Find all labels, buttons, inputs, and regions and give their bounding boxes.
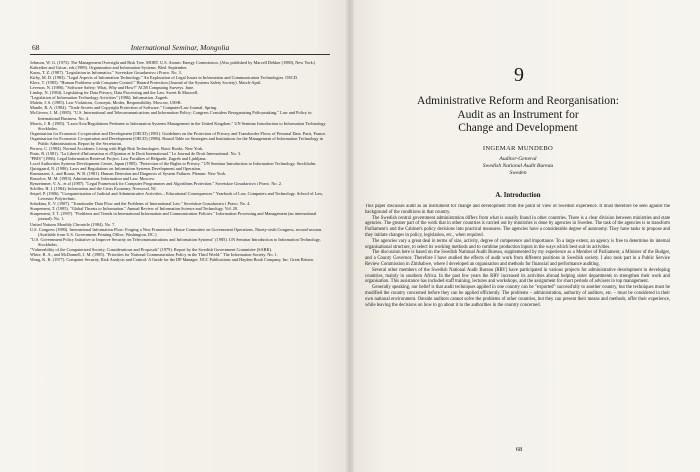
- paragraph: The discussion here is based on the Swedish National Audit Bureau, supplemented by my experience as a Member of Parliament, a Minister of the Budget, and a County Governor. Therefore I have studied the effects of audit work from different positions in Swedish society. I also took part in a Public Service Review Commission in Zimbabwe, where I developed an organisation and methods for financial and performance auditing.: [365, 250, 670, 267]
- reference-entry: Malein, I. S. (1985). Law Violations, Concepts, Modes, Responsibility. Moscow, USSR.: [30, 100, 182, 106]
- reference-entry: Rynzeinmer, V. A., et al (1987). "Legal Framework for Computer Programmes and Algorithms Protection." Sovetskoe Gosudarstvo i Pravo. No. 2.: [30, 181, 282, 187]
- reference-entry: White, R. A., and McDonnell, J. M. (1985). "Priorities for National Communication Policy in the Third World." The Information Society. No. 1.: [30, 251, 278, 257]
- reference-entry: Karas, T. Z. (1987). "Legislation in Informatics." Sovetskoe Gosudarstvo i Pravo. No. 3.: [30, 70, 182, 76]
- reference-entry: Local Authorities Systems Development Centre, Japan (1985). "Protection of the Rights to Privacy." UN Seminar Introduction to Information Technology. Stockholm.: [30, 160, 317, 166]
- reference-entry: "U.S. Government Policy Initiative to Improve Security on Telecommunications and Information Systems" (1985). UN Seminar Introduction to Information Technology. Stockholm.: [30, 236, 321, 247]
- author-name: INGEMAR MUNDEBO: [482, 145, 554, 152]
- affiliation-line: Sweden: [509, 170, 527, 177]
- right-page-folio: 68: [515, 446, 523, 453]
- reference-entry: Organisation for Economic Co-operation and Development (OECD) (1981). Guidelines on the Protection of Privacy and Transborder Flows of Personal Data. Paris, France.: [30, 130, 327, 136]
- author-affiliation: [392, 156, 644, 178]
- reference-entry: United Nations Monthly Chronicle (1984). No. 7.: [30, 221, 116, 227]
- paragraph: This paper discusses audit as an instrument for change and development from the point of view of Swedish experience. It must therefore be seen against the background of the conditions in that country.: [365, 204, 670, 215]
- reference-entry: Mantle, R. A. (1984). "Trade Secrets and Copyright Protection of Software." Computer/Law Journal. Spring.: [30, 105, 218, 111]
- reference-entry: Schiller, H. I. (1984). Information and the Crisis Economy. Norwood, NJ.: [30, 186, 157, 192]
- paragraph: The Swedish central government administration differs from what is usually found in other countries. There is a clear division between ministries and state agencies. The greater part of the work that in other countries is carried out by ministries is done by agencies in Sweden. The task of the agencies is to transform Parliament's and the Cabinet's policy decisions into practical measures. The agencies have a considerable degree of autonomy. They have tasks to propose and they initiate changes in policy, legislation, etc., when required.: [365, 215, 670, 238]
- left-page-number: 68: [32, 43, 40, 52]
- reference-entry: Seipel, P. (1986). "Computerization of Judicial and Administrative Activities – Educational Consequences." Yearbook of Law, Computers and Technology. School of Law, Leicester Polytechnic.: [30, 191, 323, 202]
- affiliation-line: Auditor-General: [499, 156, 537, 162]
- reference-entry: Pinto, R. (1981). "La Liberté d'Information et d'Opinion et le Droit International." Le Journal de Droit International. No. 3.: [30, 150, 242, 156]
- reference-entry: Klerz, T. (1985). "Human Problems with Computer Control." Hazard Protection (Journal of the Systems Safety Society). March-April.: [30, 80, 262, 86]
- paragraph: Generally speaking, our belief is that audit techniques applied in one country can be "exported" successfully to another country, but the techniques must be modified the country concerned before they can be applied efficiently. The problems – administration, authority of auditors, etc. – must be considered in their own national environment. Outside auditors cannot solve the problems of other countries, but they can present their means and methods, offer their experience, while leaving the decisions on how to go about it to the authorities in the country concerned.: [365, 285, 670, 308]
- reference-entry: Sturpement, T. T. (1987). "Problems and Trends in International Information and Communication Policies." Information Processing and Management (an international journal). No. 1.: [30, 211, 317, 222]
- reference-entry: Rassolov, M. M. (1983). Administration, Information and Law. Moscow.: [30, 176, 156, 182]
- reference-entry: "Vulnerability of the Computerized Society, Considerations and Proposals" (1979). Report by the Swedish Government Committee (SARK).: [30, 246, 273, 252]
- reference-entry: McGivern, J. M. (1985). "U.S. International and Telecommunications and Information Policy: Congress Considers Reorganizing Policymaking." Law and Policy in International Business. No. 4.: [30, 110, 312, 121]
- affiliation-line: Swedish National Audit Bureau: [482, 163, 554, 170]
- reference-entry: U.S. Congress (1980). International Information Flow: Forging a New Framework. House Committee on Government Operations. Ninety-sixth Congress, second session. (Available from U.S. Government Printing Office, Washington, DC.): [30, 226, 323, 237]
- body-text: [365, 204, 670, 434]
- chapter-title-line: Administrative Reform and Reorganisation:: [417, 95, 619, 107]
- chapter-number: 9: [514, 64, 524, 86]
- running-title: International Seminar, Mongolia: [130, 43, 230, 52]
- reference-entry: Quistgaard, N. (1986). Laws and Regulations on Information Systems Development and Operation.: [30, 165, 202, 171]
- paragraph: The agencies vary a great deal in terms of size, activity, degree of competence and importance. To a large extent, an agency is free to determine its internal organisational structure, to select its working methods and to combine production inputs in the ways which best suit its activities.: [365, 238, 670, 250]
- section-heading: A. Introduction: [495, 192, 541, 199]
- reference-entry: "Legislation of Information Technology Activities" (1986). Information. Zagreb.: [30, 95, 169, 101]
- reference-entry: Kirby, M. D. (1983). "Legal Aspects of Information Technology." An Exploration of Legal Issues in Information and Communication Technologies. OECD.: [30, 75, 299, 81]
- chapter-title-line: Audit as an Instrument for: [457, 108, 579, 121]
- chapter-title-line: Change and Development: [458, 122, 578, 134]
- reference-entry: Rasmussen, J., and Rouse, W. B. (1981). Human Detection and Diagnosis of System Failures. Plenum. New York.: [30, 171, 227, 177]
- reference-entry: Sturpement, T. (1985). "Global Threats to Information." Annual Review of Information Science and Technology. Vol. 20.: [30, 206, 239, 212]
- chapter-title: [392, 95, 644, 136]
- reference-list: [30, 60, 332, 462]
- reference-entry: Organisation for Economic Co-operation and Development (OECD) (1986). Round Table on Strategies and Institutions for the Management of Information Technology in Public Administration. Report by the Secretariat.: [30, 135, 324, 146]
- header-rule: [30, 54, 330, 55]
- reference-entry: Leveson, N. (1986). "Software Safety: What, Why and How?" ACM Computing Surveys. June.: [30, 85, 195, 91]
- book-gutter: [346, 0, 354, 472]
- reference-entry: Sobakina, E. V. (1987). "Transborder Data Flow and the Problems of International Law." Sovetskoe Gosudarstvo i Pravo. No. 4.: [30, 201, 251, 207]
- reference-entry: Lindop, N. (1984). Legislating for Data Privacy, Data Processing and the Law. Sweet & Maxwell.: [30, 90, 199, 96]
- reference-entry: Morris, J. R. (1985). "Laws/Acts/Regulations Pertinent to Information Systems Management in the United Kingdom." UN Seminar Introduction to Information Technology. Stockholm.: [30, 120, 327, 131]
- paragraph: Several other members of the Swedish National Audit Bureau (RRV) have participated in various projects for administrative development in developing countries, mainly in southern Africa. In the past few years the RRV increased its activities abroad helping sister departments to strengthen their work and organisation. This assistance has included staff training, lectures and workshops, and the assignment for short periods of advisers to top management.: [365, 267, 670, 285]
- reference-entry: "PRIS" (1986). Legal Information Retrieval Project. Law Faculties of Belgrade, Zagreb and Ljubljana.: [30, 155, 207, 161]
- reference-entry: Perrow, C. (1984). Normal Accidents: Living with High Risk Technologies. Basic Books. New York.: [30, 145, 204, 151]
- reference-entry: Wong, K. K. (1977). Computer Security, Risk Analysis and Control: A Guide for the DP Manager. NCC Publications and Hayden Book Company, Inc. Great Britain.: [30, 256, 314, 262]
- reference-entry: Kaltreiker and Gricar, eds (1989). Organization and Information Systems. Bled. September.: [30, 65, 188, 71]
- reference-entry: Johnson, W. G. (1973). The Management Oversight and Risk Tree. MORT. U.S. Atomic Energy Commission. (Also published by Marcell Dekker (1980), New York.): [30, 60, 316, 65]
